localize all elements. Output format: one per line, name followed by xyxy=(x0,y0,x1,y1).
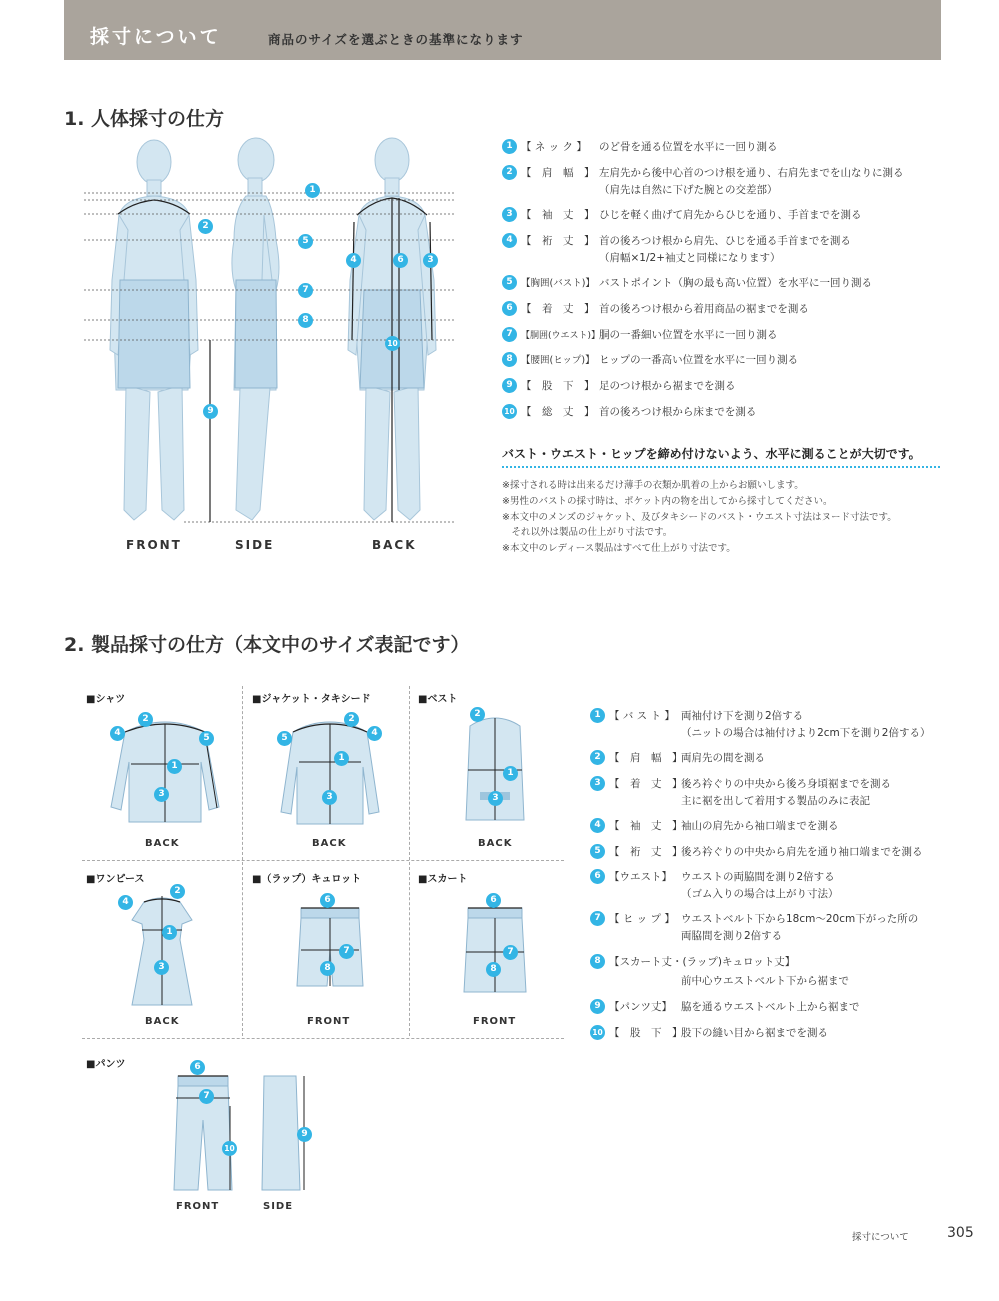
list-item: 3 【 袖 丈 】 ひじを軽く曲げて肩先からひじを通り、手首までを測る xyxy=(502,207,862,222)
list-item: 9 【パンツ丈】 脇を通るウエストベルト上から裾まで xyxy=(590,999,860,1014)
list-item: 1 【 ネ ッ ク 】 のど骨を通る位置を水平に一回り測る xyxy=(502,139,778,154)
cell-title-vest: ■ベスト xyxy=(418,694,458,705)
figure-badge-5: 5 xyxy=(199,731,214,746)
header-subtitle: 商品のサイズを選ぶときの基準になります xyxy=(268,32,524,47)
figure-badge-3: 3 xyxy=(154,960,169,975)
figure-badge-6: 6 xyxy=(393,253,408,268)
figure-badge-10: 10 xyxy=(222,1141,237,1156)
figure-badge-4: 4 xyxy=(346,253,361,268)
culotte-illustration xyxy=(295,900,365,990)
figure-badge-2: 2 xyxy=(470,707,485,722)
skirt-illustration xyxy=(460,900,530,994)
vest-illustration xyxy=(460,712,530,830)
figure-badge-4: 4 xyxy=(367,726,382,741)
note-line: ※男性のバストの採寸時は、ポケット内の物を出してから採寸してください。 xyxy=(502,495,833,507)
notes xyxy=(502,478,897,557)
figure-badge-1: 1 xyxy=(503,766,518,781)
back-figure xyxy=(348,138,436,522)
figure-badge-5: 5 xyxy=(298,234,313,249)
section1-title: 1. 人体採寸の仕方 xyxy=(64,108,225,130)
side-figure xyxy=(232,138,279,520)
section2-title: 2. 製品採寸の仕方（本文中のサイズ表記です） xyxy=(64,634,470,656)
note-line: ※本文中のメンズのジャケット、及びタキシードのバスト・ウエスト寸法はヌード寸法です。 xyxy=(502,511,897,523)
cell-foot: FRONT xyxy=(473,1016,517,1027)
cell-foot: FRONT xyxy=(307,1016,351,1027)
footer-label: 採寸について xyxy=(852,1232,909,1243)
figure-badge-3: 3 xyxy=(322,790,337,805)
note-line: ※採寸される時は出来るだけ薄手の衣類か肌着の上からお願いします。 xyxy=(502,480,804,491)
list-item: 10 【 股 下 】股下の縫い目から裾までを測る xyxy=(590,1025,828,1040)
cell-foot: SIDE xyxy=(263,1201,294,1212)
grid-divider xyxy=(82,860,564,861)
figure-badge-2: 2 xyxy=(170,884,185,899)
figure-badge-10: 10 xyxy=(385,336,400,351)
list-item: 7 【 ヒ ッ プ 】 ウエストベルト下から18cm～20cm下がった所の 両脇間を測り2倍する xyxy=(590,911,918,943)
cell-title-culotte: ■（ラップ）キュロット xyxy=(252,874,362,885)
header-title: 採寸について xyxy=(90,26,222,48)
figure-badge-7: 7 xyxy=(339,944,354,959)
figure-badge-2: 2 xyxy=(138,712,153,727)
page-number: 305 xyxy=(947,1225,974,1241)
figure-badge-8: 8 xyxy=(486,962,501,977)
list-item: 2 【 肩 幅 】両肩先の間を測る xyxy=(590,750,765,765)
emphasis-text: バスト・ウエスト・ヒップを締め付けないよう、水平に測ることが大切です。 xyxy=(502,447,921,461)
front-figure xyxy=(110,140,198,520)
cell-foot: BACK xyxy=(312,838,347,849)
figure-badge-1: 1 xyxy=(162,925,177,940)
cell-title-onepiece: ■ワンピース xyxy=(86,874,145,885)
list-item: 9 【 股 下 】 足のつけ根から裾までを測る xyxy=(502,378,736,393)
figure-badge-6: 6 xyxy=(320,893,335,908)
list-item: 3 【 着 丈 】後ろ衿ぐりの中央から後ろ身頃裾までを測る 主に裾を出して着用する製品のみに表記 xyxy=(590,776,891,808)
cell-title-jacket: ■ジャケット・タキシード xyxy=(252,694,371,705)
figure-badge-3: 3 xyxy=(488,791,503,806)
grid-divider xyxy=(409,686,410,1036)
note-line: それ以外は製品の仕上がり寸法です。 xyxy=(502,527,673,539)
list-item: 1 【 バ ス ト 】 両袖付け下を測り2倍する （ニットの場合は袖付けより2cm下を測り2倍する） xyxy=(590,708,930,740)
list-item: 5 【 裄 丈 】後ろ衿ぐりの中央から肩先を通り袖口端までを測る xyxy=(590,844,923,859)
cell-foot: BACK xyxy=(478,838,513,849)
figure-badge-1: 1 xyxy=(305,183,320,198)
figure-badge-6: 6 xyxy=(190,1060,205,1075)
cell-foot: BACK xyxy=(145,838,180,849)
figure-badge-3: 3 xyxy=(154,787,169,802)
list-item: 2 【 肩 幅 】 左肩先から後中心首のつけ根を通り、右肩先までを山なりに測る （肩先は自然に下げた腕との交差部） xyxy=(502,165,904,197)
figure-label-back: BACK xyxy=(372,538,417,552)
figure-badge-1: 1 xyxy=(334,751,349,766)
figure-badge-4: 4 xyxy=(110,726,125,741)
figure-badge-5: 5 xyxy=(277,731,292,746)
figure-badge-7: 7 xyxy=(298,283,313,298)
list-item: 4 【 裄 丈 】 首の後ろつけ根から肩先、ひじを通る手首までを測る （肩幅×1/2+袖丈と同様になります） xyxy=(502,233,851,265)
figure-badge-3: 3 xyxy=(423,253,438,268)
figure-badge-9: 9 xyxy=(203,404,218,419)
figure-badge-1: 1 xyxy=(167,759,182,774)
grid-divider xyxy=(82,1038,564,1039)
figure-badge-7: 7 xyxy=(503,945,518,960)
page-header xyxy=(64,0,941,60)
cell-foot: FRONT xyxy=(176,1201,220,1212)
figure-badge-7: 7 xyxy=(199,1089,214,1104)
figure-label-side: SIDE xyxy=(235,538,275,552)
list-item: 10 【 総 丈 】 首の後ろつけ根から床までを測る xyxy=(502,404,756,419)
figure-badge-8: 8 xyxy=(298,313,313,328)
figure-badge-8: 8 xyxy=(320,961,335,976)
list-item: 6 【ウエスト】 ウエストの両脇間を測り2倍する （ゴム入りの場合は上がり寸法） xyxy=(590,869,839,901)
note-line: ※本文中のレディース製品はすべて仕上がり寸法です。 xyxy=(502,543,736,555)
figure-badge-2: 2 xyxy=(344,712,359,727)
cell-title-shirt: ■シャツ xyxy=(86,694,126,705)
body-figures xyxy=(84,130,454,570)
cell-title-pants: ■パンツ xyxy=(86,1059,126,1070)
figure-badge-9: 9 xyxy=(297,1127,312,1142)
cell-foot: BACK xyxy=(145,1016,180,1027)
figure-label-front: FRONT xyxy=(126,538,182,552)
list-item: 4 【 袖 丈 】袖山の肩先から袖口端までを測る xyxy=(590,818,839,833)
figure-badge-6: 6 xyxy=(486,893,501,908)
onepiece-illustration xyxy=(122,890,202,1008)
grid-divider xyxy=(242,686,243,1036)
list-item: 6 【 着 丈 】 首の後ろつけ根から着用商品の裾までを測る xyxy=(502,301,809,316)
list-item: 8 【スカート丈・(ラップ)キュロット丈】 前中心ウエストベルト下から裾まで xyxy=(590,954,849,988)
figure-badge-2: 2 xyxy=(198,219,213,234)
list-item: 7 【胴囲(ウエスト)】胴の一番細い位置を水平に一回り測る xyxy=(502,327,778,342)
emphasis-divider xyxy=(502,466,940,468)
cell-title-skirt: ■スカート xyxy=(418,874,468,885)
figure-badge-4: 4 xyxy=(118,895,133,910)
list-item: 5 【胸囲(バスト)】 バストポイント（胸の最も高い位置）を水平に一回り測る xyxy=(502,275,872,290)
list-item: 8 【腰囲(ヒップ)】 ヒップの一番高い位置を水平に一回り測る xyxy=(502,352,798,367)
